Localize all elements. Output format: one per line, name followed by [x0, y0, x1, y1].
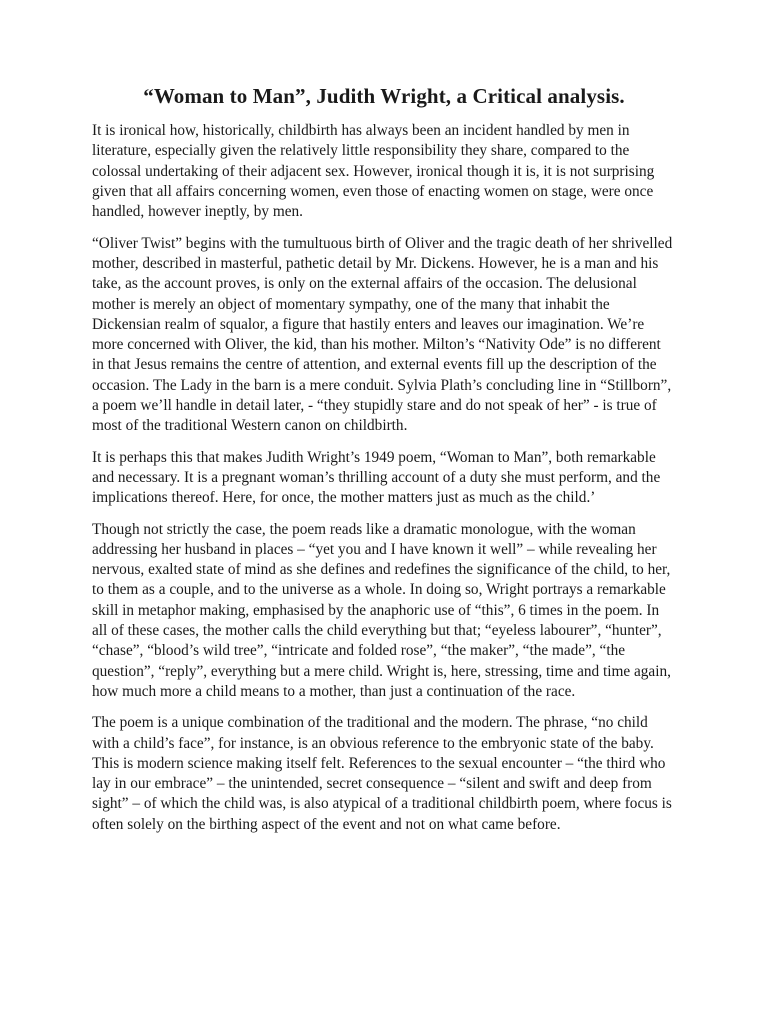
paragraph-2: “Oliver Twist” begins with the tumultuous birth of Oliver and the tragic death of her shrivelled mother, described in masterful, pathetic detail by Mr. Dickens. However, he is a man and his take, as the account proves, is only on the external affairs of the occasion. The delusional mother is merely an object of momentary sympathy, one of the many that inhabit the Dickensian realm of squalor, a figure that hastily enters and leaves our imagination. We’re more concerned with Oliver, the kid, than his mother. Milton’s “Nativity Ode” is no different in that Jesus remains the centre of attention, and external events fill up the description of the occasion. The Lady in the barn is a mere conduit. Sylvia Plath’s concluding line in “Stillborn”, a poem we’ll handle in detail later, - “they stupidly stare and do not speak of her” - is true of most of the traditional Western canon on childbirth.	[92, 234, 673, 435]
paragraph-3: It is perhaps this that makes Judith Wright’s 1949 poem, “Woman to Man”, both remarkable and necessary. It is a pregnant woman’s thrilling account of a duty she must perform, and the implications thereof. Here, for once, the mother matters just as much as the child.’	[92, 448, 661, 507]
paragraph-4: Though not strictly the case, the poem reads like a dramatic monologue, with the woman addressing her husband in places – “yet you and I have known it well” – while revealing her nervous, exalted state of mind as she defines and redefines the significance of the child, to her, to them as a couple, and to the universe as a whole. In doing so, Wright portrays a remarkable skill in metaphor making, emphasised by the anaphoric use of “this”, 6 times in the poem. In all of these cases, the mother calls the child everything but that; “eyeless labourer”, “hunter”, “chase”, “blood’s wild tree”, “intricate and folded rose”, “the maker”, “the made”, “the question”, “reply”, everything but a mere child. Wright is, here, stressing, time and time again, how much more a child means to a mother, than just a continuation of the race.	[92, 520, 671, 700]
paragraph-1: It is ironical how, historically, childbirth has always been an incident handled by men in literature, especially given the relatively little responsibility they share, compared to the colossal undertaking of their adjacent sex. However, ironical though it is, it is not surprising given that all affairs concerning women, even those of enacting women on stage, were once handled, however ineptly, by men.	[92, 122, 655, 221]
document-title: “Woman to Man”, Judith Wright, a Critical analysis.	[143, 84, 625, 108]
paragraph-5: The poem is a unique combination of the traditional and the modern. The phrase, “no child with a child’s face”, for instance, is an obvious reference to the embryonic state of the baby. This is modern science making itself felt. References to the sexual encounter – “the third who lay in our embrace” – the unintended, secret consequence – “silent and swift and deep from sight” – of which the child was, is also atypical of a traditional childbirth poem, where focus is often solely on the birthing aspect of the event and not on what came before.	[92, 714, 672, 833]
